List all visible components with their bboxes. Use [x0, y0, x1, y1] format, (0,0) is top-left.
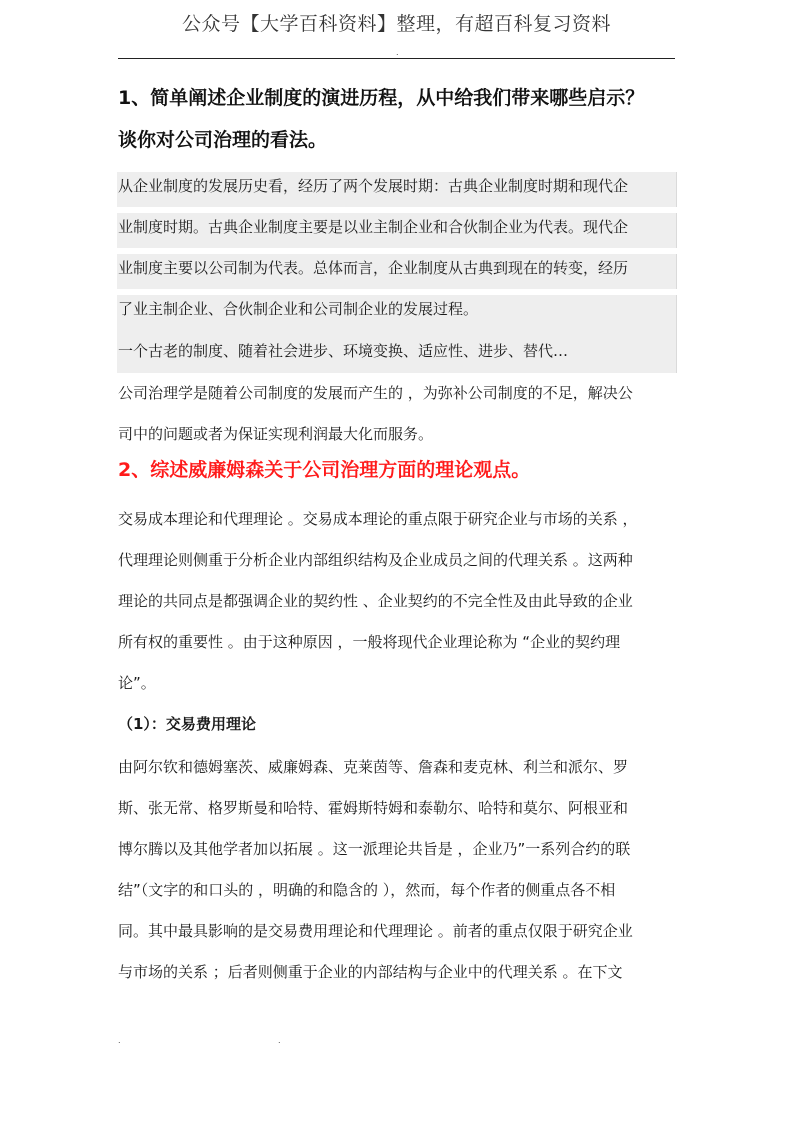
question-1-heading-line-1: 1、简单阐述企业制度的演进历程，从中给我们带来哪些启示？ [118, 87, 645, 109]
header-rule [118, 58, 675, 59]
question-1-heading [118, 77, 678, 161]
answer-line: 公司治理学是随着公司制度的发展而产生的 ，为弥补公司制度的不足，解决公 [118, 384, 633, 402]
shaded-line: 了业主制企业、合伙制企业和公司制企业的发展过程。 [118, 300, 479, 318]
paragraph-line: 交易成本理论和代理理论 。交易成本理论的重点限于研究企业与市场的关系 ， [118, 510, 638, 528]
footer-dot-right: . [278, 1036, 281, 1045]
paragraph-line: 由阿尔钦和德姆塞茨、威廉姆森、克莱茵等、詹森和麦克林、利兰和派尔、罗 [118, 758, 629, 776]
paragraph-line: 与市场的关系 ；后者则侧重于企业的内部结构与企业中的代理关系 。在下文 [118, 963, 623, 981]
shaded-line: 从企业制度的发展历史看，经历了两个发展时期：古典企业制度时期和现代企 [118, 177, 629, 195]
paragraph-line: 代理理论则侧重于分析企业内部组织结构及企业成员之间的代理关系 。这两种 [118, 551, 633, 569]
paragraph-line: 同。其中最具影响的是交易费用理论和代理理论 。前者的重点仅限于研究企业 [118, 922, 633, 940]
header-dot: . [396, 48, 399, 57]
shaded-line: 业制度主要以公司制为代表。总体而言，企业制度从古典到现在的转变，经历 [118, 259, 629, 277]
paragraph-line: 斯、张无常、格罗斯曼和哈特、霍姆斯特姆和泰勒尔、哈特和莫尔、阿根亚和 [118, 799, 629, 817]
question-1-heading-line-2: 谈你对公司治理的看法。 [118, 129, 328, 151]
paragraph-line: 论”。 [118, 674, 156, 692]
question-2-heading: 2、综述威廉姆森关于公司治理方面的理论观点。 [118, 459, 531, 481]
footer-dot-left: . [118, 1036, 121, 1045]
page-header-title: 公众号【大学百科资料】整理，有超百科复习资料 [181, 13, 611, 35]
paragraph-line: 结”（文字的和口头的 ，明确的和隐含的 ），然而，每个作者的侧重点各不相 [118, 881, 616, 899]
shaded-line: 一个古老的制度、随着社会进步、环境变换、适应性、进步、替代… [118, 342, 569, 360]
shaded-line: 业制度时期。古典企业制度主要是以业主制企业和合伙制企业为代表。现代企 [118, 218, 629, 236]
answer-line: 司中的问题或者为保证实现利润最大化而服务。 [118, 425, 434, 443]
paragraph-line: 所有权的重要性 。由于这种原因 ，一般将现代企业理论称为 “企业的契约理 [118, 633, 621, 651]
paragraph-line: 博尔腾以及其他学者加以拓展 。这一派理论共旨是 ，企业乃”一系列合约的联 [118, 840, 631, 858]
subheading-transaction-cost: （1）：交易费用理论 [118, 715, 256, 733]
paragraph-line: 理论的共同点是都强调企业的契约性 、企业契约的不完全性及由此导致的企业 [118, 592, 633, 610]
